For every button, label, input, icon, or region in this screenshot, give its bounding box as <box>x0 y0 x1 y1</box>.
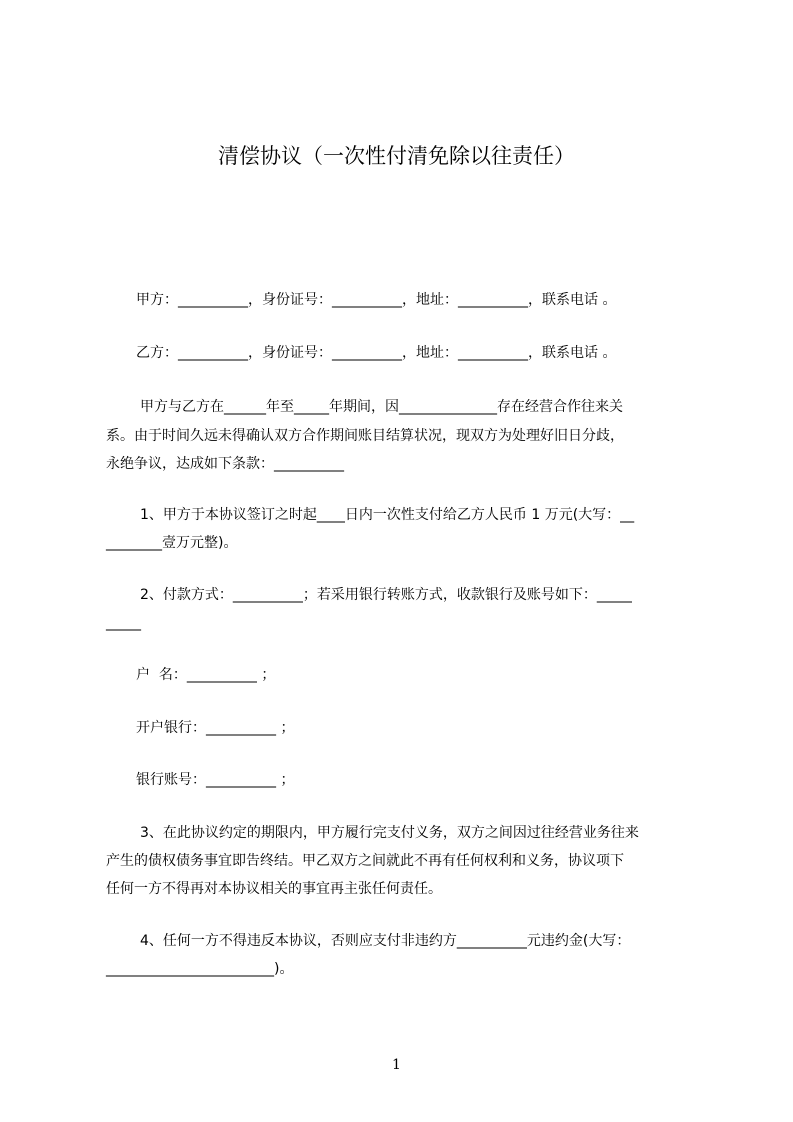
party-a-line: 甲方：__________，身份证号：__________，地址：__________，联系电话 。 <box>136 292 617 308</box>
clause-3-line-1: 3、在此协议约定的期限内，甲方履行完支付义务，双方之间因过往经营业务往来 <box>140 825 639 841</box>
clause-4-line-2: ________________________)。 <box>106 961 294 977</box>
document-title: 清偿协议（一次性付清免除以往责任） <box>218 144 575 168</box>
account-name-line: 户 名：__________ ； <box>136 667 276 683</box>
account-number-line: 银行账号：__________ ； <box>136 772 295 788</box>
page-number: 1 <box>392 1057 401 1073</box>
intro-line-1: 甲方与乙方在______年至_____年期间，因______________存在经营合作往来关 <box>140 399 623 415</box>
bank-name-line: 开户银行：__________ ； <box>136 720 295 736</box>
clause-1-line-2: ________壹万元整)。 <box>106 535 238 551</box>
clause-3-line-3: 任何一方不得再对本协议相关的事宜再主张任何责任。 <box>106 881 442 897</box>
clause-2-line-2: _____ <box>106 615 141 631</box>
intro-line-2: 系。由于时间久远未得确认双方合作期间账目结算状况，现双方为处理好旧日分歧， <box>106 428 624 444</box>
clause-4-line-1: 4、任何一方不得违反本协议，否则应支付非违约方__________元违约金(大写： <box>140 933 631 949</box>
clause-1-line-1: 1、甲方于本协议签订之时起____日内一次性支付给乙方人民币 1 万元(大写：__ <box>140 507 635 523</box>
intro-line-3: 永绝争议，达成如下条款：__________ <box>106 456 344 472</box>
clause-2-line-1: 2、付款方式：__________；若采用银行转账方式，收款银行及账号如下：_____ <box>140 587 632 603</box>
clause-3-line-2: 产生的债权债务事宜即告终结。甲乙双方之间就此不再有任何权利和义务，协议项下 <box>106 853 624 869</box>
party-b-line: 乙方：__________，身份证号：__________，地址：__________，联系电话 。 <box>136 345 617 361</box>
